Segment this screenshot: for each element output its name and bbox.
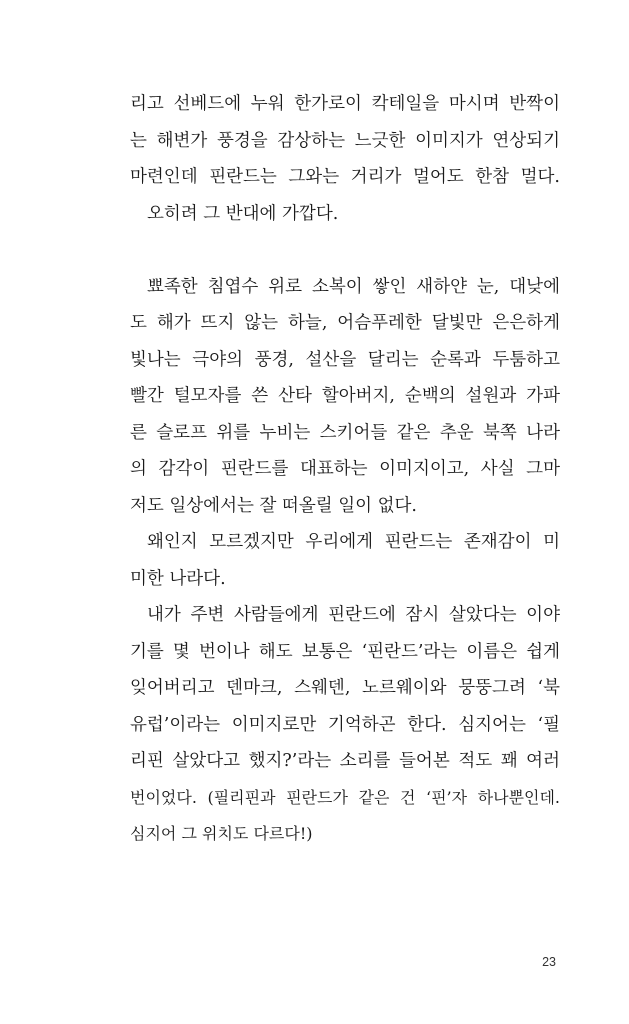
text-line: 심지어 그 위치도 다르다!) bbox=[130, 824, 313, 843]
text-line: 른 슬로프 위를 누비는 스키어들 같은 추운 북쪽 나라 bbox=[130, 422, 560, 443]
text-line: 뾰족한 침엽수 위로 소복이 쌓인 새하얀 눈, 대낮에 bbox=[147, 276, 560, 297]
text-line: 도 해가 뜨지 않는 하늘, 어슴푸레한 달빛만 은은하게 bbox=[130, 313, 560, 333]
text-line: 왜인지 모르겠지만 우리에게 핀란드는 존재감이 미 bbox=[147, 532, 560, 552]
paragraph-gap bbox=[130, 232, 560, 269]
text-line: 내가 주변 사람들에게 핀란드에 잠시 살았다는 이야 bbox=[147, 605, 560, 625]
text-line: 리핀 살았다고 했지?’라는 소리를 들어본 적도 꽤 여러 bbox=[130, 751, 560, 771]
text-line: 빨간 털모자를 쓴 산타 할아버지, 순백의 설원과 가파 bbox=[130, 386, 560, 406]
text-line: 기를 몇 번이나 해도 보통은 ‘핀란드’라는 이름은 쉽게 bbox=[130, 641, 560, 662]
text-line: 저도 일상에서는 잘 떠올릴 일이 없다. bbox=[130, 495, 417, 516]
text-line: 잊어버리고 덴마크, 스웨덴, 노르웨이와 뭉뚱그려 ‘북 bbox=[130, 678, 560, 698]
text-line: 오히려 그 반대에 가깝다. bbox=[147, 203, 339, 224]
text-line: 의 감각이 핀란드를 대표하는 이미지이고, 사실 그마 bbox=[130, 459, 560, 479]
text-line: 번이었다. (필리핀과 핀란드가 같은 건 ‘핀’자 하나뿐인데. bbox=[130, 787, 560, 807]
text-line: 마련인데 핀란드는 그와는 거리가 멀어도 한참 멀다. bbox=[130, 167, 560, 187]
text-line: 미한 나라다. bbox=[130, 568, 226, 589]
text-line: 유럽’이라는 이미지로만 기억하곤 한다. 심지어는 ‘필 bbox=[130, 714, 560, 735]
text-line: 빛나는 극야의 풍경, 설산을 달리는 순록과 두툼하고 bbox=[130, 349, 560, 370]
page-number: 23 bbox=[542, 955, 556, 969]
text-line: 리고 선베드에 누워 한가로이 칵테일을 마시며 반짝이 bbox=[130, 94, 560, 114]
text-line: 는 해변가 풍경을 감상하는 느긋한 이미지가 연상되기 bbox=[130, 130, 560, 151]
body-text bbox=[130, 86, 560, 853]
